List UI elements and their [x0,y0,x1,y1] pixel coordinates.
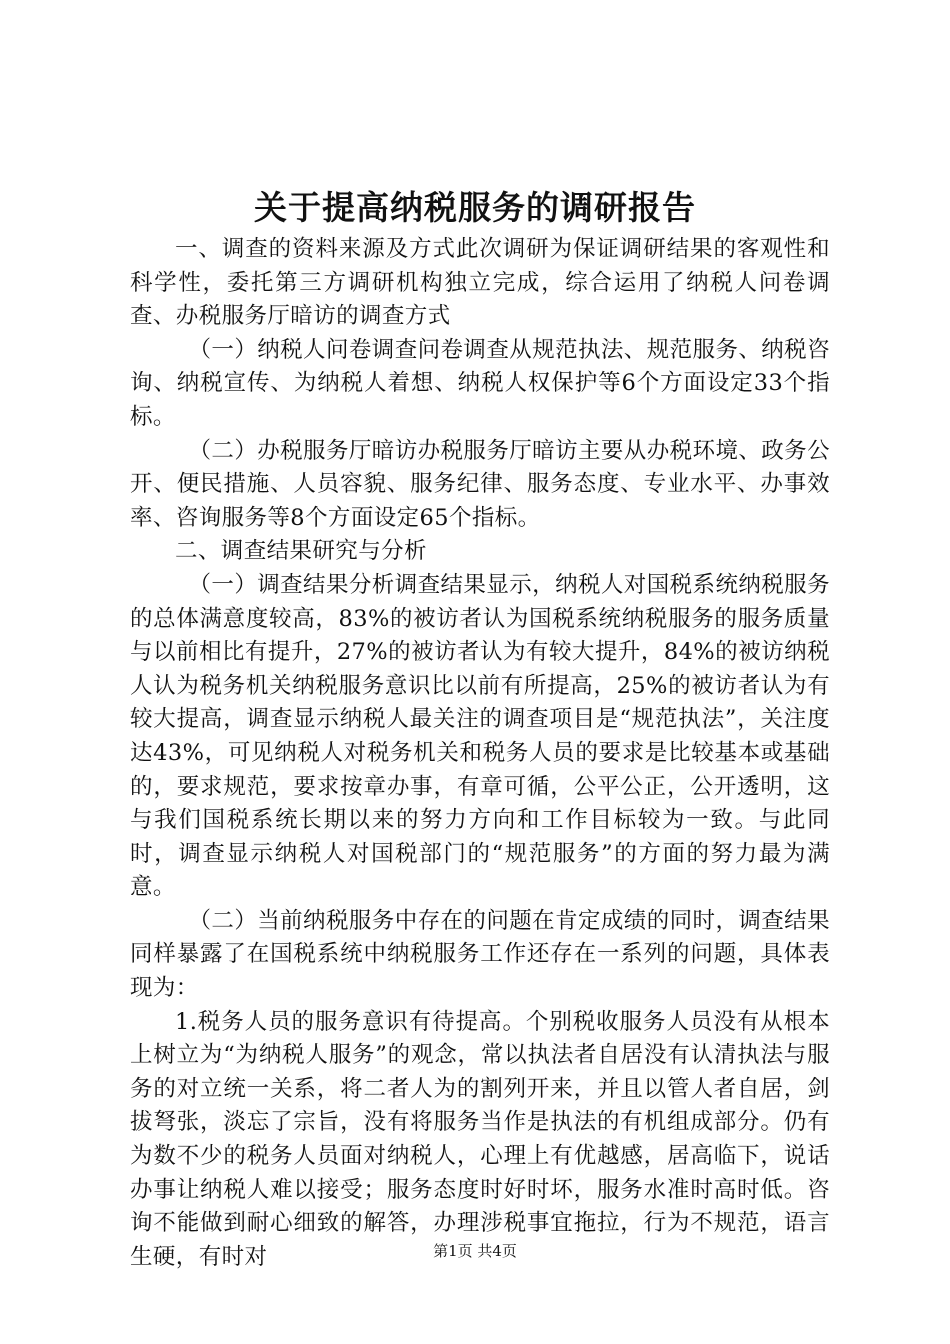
document-body [130,233,830,1274]
document-title: 关于提高纳税服务的调研报告 [254,188,696,227]
paragraph-item-1: 1.税务人员的服务意识有待提高。个别税收服务人员没有从根本上树立为“为纳税人服务”的观念，常以执法者自居没有认清执法与服务的对立统一关系，将二者人为的割列开来，并且以管人者自居，剑拔弩张，淡忘了宗旨，没有将服务当作是执法的有机组成部分。仍有为数不少的税务人员面对纳税人，心理上有优越感，居高临下，说话办事让纳税人难以接受；服务态度时好时坏，服务水准时高时低。咨询不能做到耐心细致的解答，办理涉税事宜拖拉，行为不规范，语言生硬，有时对 [130,1008,830,1270]
paragraph-subsection-2-1: （一）调查结果分析调查结果显示，纳税人对国税系统纳税服务的总体满意度较高，83%的被访者认为国税系统纳税服务的服务质量与以前相比有提升，27%的被访者认为有较大提升，84%的被访纳税人认为税务机关纳税服务意识比以前有所提高，25%的被访者认为有较大提高，调查显示纳税人最关注的调查项目是“规范执法”，关注度达43%，可见纳税人对税务机关和税务人员的要求是比较基本或基础的，要求规范，要求按章办事，有章可循，公平公正，公开透明，这与我们国税系统长期以来的努力方向和工作目标较为一致。与此同时，调查显示纳税人对国税部门的“规范服务”的方面的努力最为满意。 [130,571,830,901]
paragraph-subsection-1-2: （二）办税服务厅暗访办税服务厅暗访主要从办税环境、政务公开、便民措施、人员容貌、服务纪律、服务态度、专业水平、办事效率、咨询服务等8个方面设定65个指标。 [130,437,830,531]
paragraph-section-1: 一、调查的资料来源及方式此次调研为保证调研结果的客观性和科学性，委托第三方调研机构独立完成，综合运用了纳税人问卷调查、办税服务厅暗访的调查方式 [130,236,830,330]
page-footer: 第1页 共4页 [433,1242,517,1260]
paragraph-subsection-1-1: （一）纳税人问卷调查问卷调查从规范执法、规范服务、纳税咨询、纳税宣传、为纳税人着想、纳税人权保护等6个方面设定33个指标。 [130,336,830,430]
paragraph-subsection-2-2: （二）当前纳税服务中存在的问题在肯定成绩的同时，调查结果同样暴露了在国税系统中纳税服务工作还存在一系列的问题，具体表现为： [130,907,830,1002]
paragraph-section-2-heading: 二、调查结果研究与分析 [175,538,427,565]
